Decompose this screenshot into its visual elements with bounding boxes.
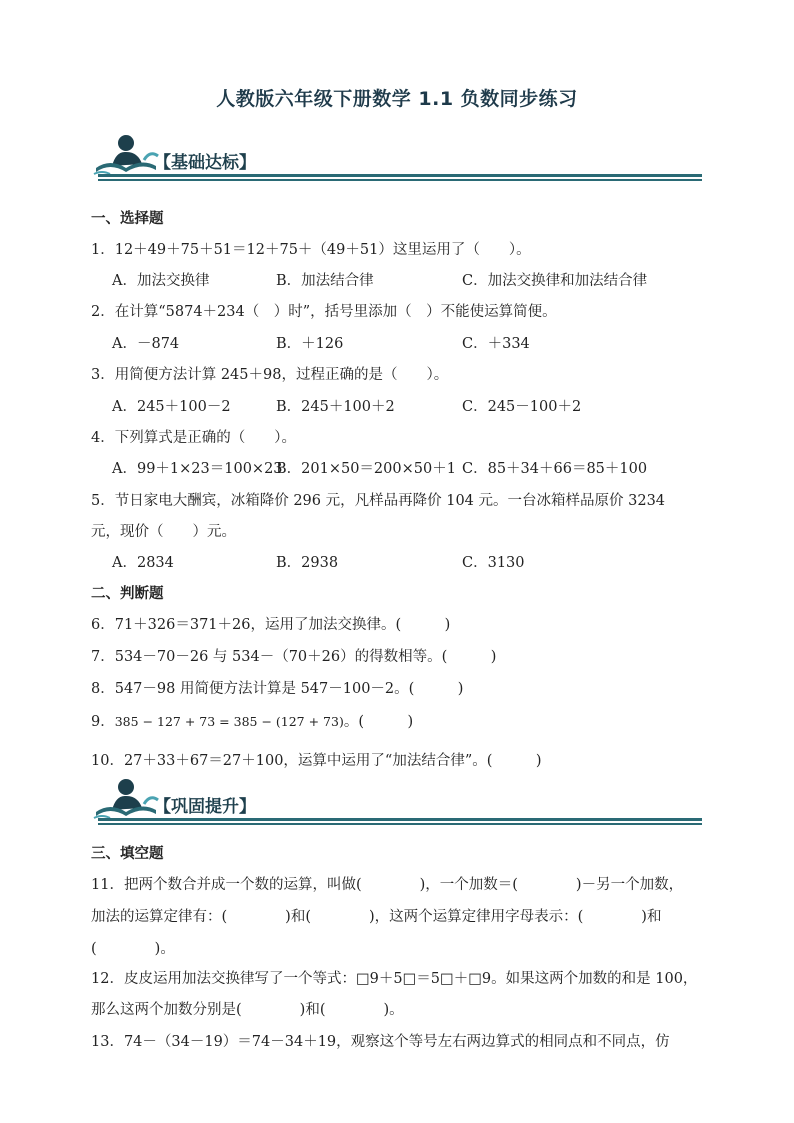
- q9-expression: 385 − 127 + 73 = 385 − (127 + 73): [114, 714, 344, 729]
- divider: [98, 174, 702, 177]
- banner-label: 【巩固提升】: [154, 797, 256, 817]
- section-heading-choice: 一、选择题: [91, 211, 164, 227]
- q4-option-a: A．99＋1×23＝100×23: [112, 461, 283, 477]
- q2-option-c: C．＋334: [462, 336, 530, 352]
- banner-label: 【基础达标】: [154, 153, 256, 173]
- page-title: 人教版六年级下册数学 1.1 负数同步练习: [216, 88, 578, 110]
- question-5-line2: 元，现价（ ）元。: [91, 524, 236, 540]
- question-3: 3．用简便方法计算 245＋98，过程正确的是（ ）。: [91, 367, 449, 383]
- q2-option-a: A．－874: [112, 336, 180, 352]
- reader-logo-icon: [92, 776, 162, 824]
- reader-logo-icon: [92, 132, 162, 180]
- question-7: 7．534－70－26 与 534－（70＋26）的得数相等。( ): [91, 649, 497, 665]
- divider: [98, 818, 702, 821]
- question-5-line1: 5．节日家电大酬宾，冰箱降价 296 元，凡样品再降价 104 元。一台冰箱样品原价 3234: [91, 493, 666, 509]
- question-11-line1: 11．把两个数合并成一个数的运算，叫做( )，一个加数＝( )－另一个加数，: [91, 877, 684, 893]
- question-2: 2．在计算“5874＋234（ ）时”，括号里添加（ ）不能使运算简便。: [91, 304, 557, 320]
- q4-option-c: C．85＋34＋66＝85＋100: [462, 461, 648, 477]
- section-heading-judge: 二、判断题: [91, 586, 164, 602]
- question-9: [91, 710, 413, 731]
- q1-option-c: C．加法交换律和加法结合律: [462, 273, 648, 289]
- q5-option-c: C．3130: [462, 555, 525, 571]
- question-13-line1: 13．74－（34－19）＝74－34＋19，观察这个等号左右两边算式的相同点和不同点，仿: [91, 1034, 670, 1050]
- q9-number: 9．: [91, 714, 115, 730]
- q1-option-a: A．加法交换律: [112, 273, 210, 289]
- question-8: 8．547－98 用简便方法计算是 547－100－2。( ): [91, 681, 464, 697]
- section-heading-fill: 三、填空题: [91, 846, 164, 862]
- question-6: 6．71＋326＝371＋26，运用了加法交换律。( ): [91, 617, 451, 633]
- question-12-line2: 那么这两个加数分别是( )和( )。: [91, 1002, 404, 1018]
- question-10: 10．27＋33＋67＝27＋100，运算中运用了“加法结合律”。( ): [91, 753, 542, 769]
- question-1: 1．12＋49＋75＋51＝12＋75＋（49＋51）这里运用了（ ）。: [91, 242, 531, 258]
- question-12-line1: 12．皮皮运用加法交换律写了一个等式：□9＋5□＝5□＋□9。如果这两个加数的和是 100，: [91, 971, 698, 987]
- q2-option-b: B．＋126: [276, 336, 344, 352]
- q4-option-b: B．201×50＝200×50＋1: [276, 461, 456, 477]
- section-banner-basic: [92, 132, 702, 188]
- divider: [98, 179, 702, 181]
- q1-option-b: B．加法结合律: [276, 273, 374, 289]
- q3-option-c: C．245－100＋2: [462, 399, 582, 415]
- divider: [98, 823, 702, 825]
- question-11-line2: 加法的运算定律有：( )和( )，这两个运算定律用字母表示：( )和: [91, 909, 662, 925]
- q5-option-a: A．2834: [112, 555, 174, 571]
- q3-option-a: A．245＋100－2: [112, 399, 231, 415]
- q3-option-b: B．245＋100＋2: [276, 399, 395, 415]
- q9-tail: 。( ): [343, 714, 414, 730]
- q5-option-b: B．2938: [276, 555, 339, 571]
- section-banner-advanced: [92, 776, 702, 832]
- question-4: 4．下列算式是正确的（ ）。: [91, 430, 296, 446]
- question-11-line3: ( )。: [91, 941, 175, 957]
